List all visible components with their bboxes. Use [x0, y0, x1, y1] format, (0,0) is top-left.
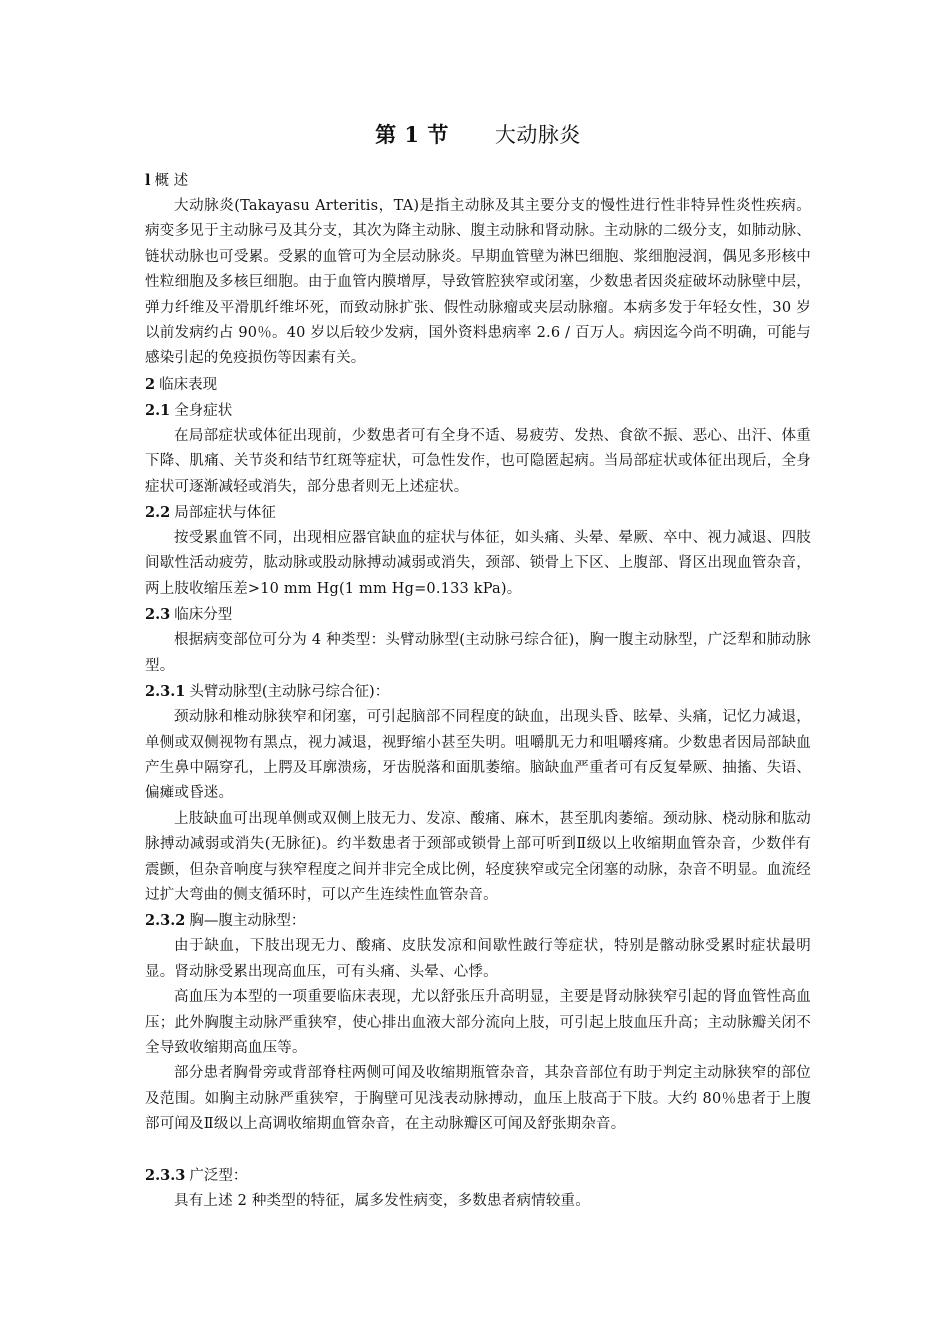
- paragraph-head-arm-2: 上肢缺血可出现单侧或双侧上肢无力、发凉、酸痛、麻木，甚至肌肉萎缩。颈动脉、桡动脉和肱动脉搏动减弱或消失(无脉征)。约半数患者于颈部或锁骨上部可听到Ⅱ级以上收缩期血管杂音，少数伴有震颤，但杂音响度与狭窄程度之间并非完全成比例，轻度狭窄或完全闭塞的动脉，杂音不明显。血流经过扩大弯曲的侧支循环时，可以产生连续性血管杂音。: [145, 810, 811, 903]
- section-title-text: 大动脉炎: [494, 123, 581, 147]
- heading-classification: 2.3 临床分型: [145, 606, 233, 624]
- heading-type-thoraco-abdominal: 2.3.2 胸—腹主动脉型：: [145, 912, 306, 930]
- paragraph-thoraco-1: 由于缺血，下肢出现无力、酸痛、皮肤发凉和间歇性跛行等症状，特别是髂动脉受累时症状最明显。肾动脉受累出现高血压，可有头痛、头晕、心悸。: [145, 938, 811, 980]
- paragraph-thoraco-3: 部分患者胸骨旁或背部脊柱两侧可闻及收缩期瓶管杂音，其杂音部位有助于判定主动脉狭窄的部位及范围。如胸主动脉严重狭窄，于胸壁可见浅表动脉搏动，血压上肢高于下肢。大约 80％患者于上腹部可闻及Ⅱ级以上高调收缩期血管杂音，在主动脉瓣区可闻及舒张期杂音。: [145, 1065, 811, 1133]
- heading-clinical: 2 临床表现: [145, 375, 218, 393]
- paragraph-systemic: 在局部症状或体征出现前，少数患者可有全身不适、易疲劳、发热、食欲不振、恶心、出汗、体重下降、肌痛、关节炎和结节红斑等症状，可急性发作，也可隐匿起病。当局部症状或体征出现后，全身症状可逐渐减轻或消失，部分患者则无上述症状。: [145, 427, 811, 495]
- paragraph-extensive: 具有上述 2 种类型的特征，属多发性病变，多数患者病情较重。: [174, 1192, 590, 1209]
- heading-local: 2.2 局部症状与体征: [145, 504, 276, 522]
- paragraph-classification: 根据病变部位可分为 4 种类型：头臂动脉型(主动脉弓综合征)，胸一腹主动脉型，广泛犁和肺动脉型。: [145, 632, 811, 674]
- paragraph-local: 按受累血管不同，出现相应器官缺血的症状与体征，如头痛、头晕、晕厥、卒中、视力减退、四肢间歇性活动疲劳，肱动脉或股动脉搏动减弱或消失，颈部、锁骨上下区、上腹部、肾区出现血管杂音，两上肢收缩压差>10 mm Hg(1 mm Hg=0.133 kPa)。: [145, 530, 811, 597]
- heading-systemic: 2.1 全身症状: [145, 401, 233, 419]
- paragraph-thoraco-2: 高血压为本型的一项重要临床表现，尤以舒张压升高明显，主要是肾动脉狭窄引起的肾血管性高血压；此外胸腹主动脉严重狭窄，使心排出血液大部分流向上肢，可引起上肢血压升高；主动脉瓣关闭不全导致收缩期高血压等。: [145, 989, 811, 1056]
- paragraph-overview: 大动脉炎(Takayasu Arteritis，TA)是指主动脉及其主要分支的慢性进行性非特异性炎性疾病。病变多见于主动脉弓及其分支，其次为降主动脉、腹主动脉和肾动脉。主动脉的二级分支，如肺动脉、链状动脉也可受累。受累的血管可为全层动脉炎。早期血管壁为淋巴细胞、浆细胞浸润，偶见多形核中性粒细胞及多核巨细胞。由于血管内膜增厚，导致管腔狭窄或闭塞，少数患者因炎症破坏动脉壁中层，弹力纤维及平滑肌纤维坏死，而致动脉扩张、假性动脉瘤或夹层动脉瘤。本病多发于年轻女性，30 岁以前发病约占 90％。40 岁以后较少发病，国外资料患病率 2.6 / 百万人。病因迄今尚不明确，可能与感染引起的免疫损伤等因素有关。: [145, 198, 811, 367]
- paragraph-head-arm-1: 颈动脉和椎动脉狭窄和闭塞，可引起脑部不同程度的缺血，出现头昏、眩晕、头痛，记忆力减退，单侧或双侧视物有黑点，视力减退，视野缩小甚至失明。咀嚼肌无力和咀嚼疼痛。少数患者因局部缺血产生鼻中隔穿孔，上腭及耳廓溃疡，牙齿脱落和面肌萎缩。脑缺血严重者可有反复晕厥、抽搐、失语、偏瘫或昏迷。: [145, 709, 811, 802]
- spacer: [145, 1138, 811, 1163]
- heading-type-head-arm: 2.3.1 头臂动脉型(主动脉弓综合征)：: [145, 683, 390, 701]
- heading-overview: l 概 述: [145, 172, 189, 189]
- section-title: [145, 118, 811, 152]
- heading-type-extensive: 2.3.3 广泛型：: [145, 1166, 248, 1184]
- section-number: 第 1 节: [375, 122, 449, 147]
- document-page: [145, 118, 811, 1214]
